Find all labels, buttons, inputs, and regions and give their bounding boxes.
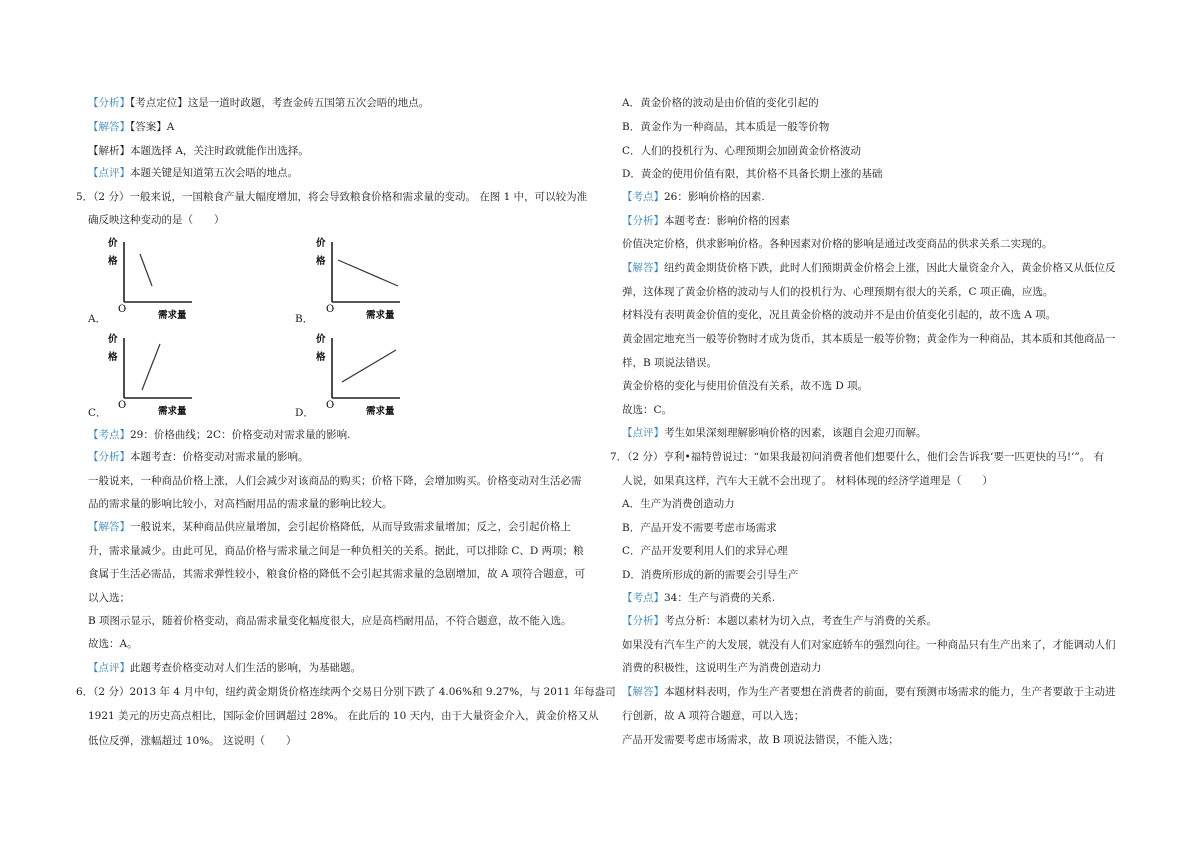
kaodian-tag: 【考点】: [88, 429, 130, 441]
comment-tag: 【点评】: [88, 662, 130, 674]
curve-line: [142, 344, 160, 390]
q6-solution-p3: 材料没有表明黄金价值的变化，况且黄金价格的波动并不是由价值变化引起的，故不选 A 项。: [622, 309, 1057, 321]
comment-tag: 【点评】: [88, 167, 130, 179]
figure-b: [312, 234, 412, 329]
y-label-bottom: 格: [108, 256, 118, 267]
q4-analysis-text: 这是一道时政题，考查金砖五国第五次会晤的地点。: [187, 97, 430, 109]
q6-kaodian-text: 26：影响价格的因素.: [664, 191, 765, 203]
q7-analysis-p1: 如果没有汽车生产的大发展，就没有人们对家庭轿车的强烈向往。一种商品只有生产出来了，才能调动人们: [622, 639, 1116, 651]
q4-explanation-line: 【解析】本题选择 A，关注时政就能作出选择。: [88, 145, 309, 157]
y-label-bottom: 格: [316, 256, 326, 267]
q6-solution-p2: 弹，这体现了黄金价格的波动与人们的投机行为、心理预期有很大的关系，C 项正确，应选。: [622, 286, 1054, 298]
q6-stem-line3: 低位反弹，涨幅超过 10%。 这说明（ ）: [88, 735, 297, 747]
solution-tag: 【解答】: [622, 262, 664, 274]
figure-a: [104, 234, 204, 329]
q6-solution-line: [622, 261, 1116, 275]
q5-solution-p4: 以入选；: [88, 592, 130, 604]
q6-option-c: C．人们的投机行为、心理预期会加剧黄金价格波动: [622, 145, 862, 157]
q5-solution-p2: 升，需求量减少。由此可见，商品价格与需求量之间是一种负相关的关系。据此，可以排除 C、D 两项；粮: [88, 545, 584, 557]
q6-solution-p4: 黄金固定地充当一般等价物时才成为货币，其本质是一般等价物；黄金作为一种商品，其本质和其他商品一: [622, 333, 1116, 345]
q5-kaodian-text: 29：价格曲线；2C：价格变动对需求量的影响.: [130, 429, 351, 441]
q6-solution-p5: 样，B 项说法错误。: [622, 357, 718, 369]
q5-analysis-line: [88, 450, 309, 464]
q6-answer: 故选：C。: [622, 404, 673, 416]
figure-c: [104, 330, 204, 425]
comment-tag: 【点评】: [622, 427, 664, 439]
q5-comment-text: 此题考查价格变动对人们生活的影响，为基础题。: [130, 662, 361, 674]
q4-comment-text: 本题关键是知道第五次会晤的地点。: [130, 167, 298, 179]
y-label-top: 价: [316, 334, 326, 345]
analysis-tag: 【分析】: [622, 615, 664, 627]
q5-stem-line1: 5．（2 分）一般来说，一国粮食产量大幅度增加，将会导致粮食价格和需求量的变动。 在图 1 中，可以较为准: [76, 191, 588, 203]
q7-solution-text: 本题材料表明，作为生产者要想在消费者的前面，要有预测市场需求的能力，生产者要敢于主动进: [664, 686, 1116, 698]
q7-solution-p3: 产品开发需要考虑市场需求，故 B 项说法错误，不能入选；: [622, 734, 899, 746]
y-label-top: 价: [108, 334, 118, 345]
option-b-label: B．: [295, 313, 314, 325]
q4-answer-text: 【答案】A: [130, 121, 175, 133]
x-label: 需求量: [158, 310, 187, 321]
q7-option-d: D．消费所形成的新的需要会引导生产: [622, 569, 799, 581]
analysis-tag: 【分析】: [88, 451, 130, 463]
q6-comment-text: 考生如果深刻理解影响价格的因素，该题自会迎刃而解。: [664, 427, 927, 439]
q7-option-c: C．产品开发要利用人们的求异心理: [622, 545, 788, 557]
q7-kaodian-line: [622, 591, 775, 605]
q6-analysis-line: [622, 214, 790, 228]
figure-d: [312, 330, 412, 425]
q4-answer-line: [88, 120, 174, 134]
q7-solution-p2: 行创新，故 A 项符合题意，可以入选；: [622, 710, 805, 722]
q5-analysis-text: 本题考查：价格变动对需求量的影响。: [130, 451, 309, 463]
y-label-top: 价: [108, 238, 118, 249]
q6-option-a: A．黄金价格的波动是由价值的变化引起的: [622, 97, 819, 109]
option-d-label: D．: [295, 407, 314, 419]
q5-analysis-p1: 一般说来，一种商品价格上涨，人们会减少对该商品的购买；价格下降，会增加购买。价格变动对生活必需: [88, 475, 582, 487]
q5-stem-line2: 确反映这种变动的是（ ）: [88, 214, 225, 226]
q7-analysis-text: 考点分析：本题以素材为切入点，考查生产与消费的关系。: [664, 615, 937, 627]
q6-stem-line2: 1921 美元的历史高点相比，国际金价回调超过 28%。 在此后的 10 天内，由于大量资金介入，黄金价格又从: [88, 710, 599, 722]
q7-analysis-p2: 消费的积极性，这说明生产为消费创造动力: [622, 662, 822, 674]
q6-solution-text: 纽约黄金期货价格下跌，此时人们预期黄金价格会上涨，因此大量资金介入，黄金价格又从低位反: [664, 262, 1116, 274]
q5-solution-p3: 食属于生活必需品，其需求弹性较小，粮食价格的降低不会引起其需求量的急剧增加，故 A 项符合题意，可: [88, 568, 586, 580]
q7-stem-line1: 7．（2 分）亨利•福特曾说过：“如果我最初问消费者他们想要什么，他们会告诉我‘要一匹更快的马!’”。 有: [610, 451, 1105, 463]
q6-comment-line: [622, 426, 927, 440]
y-label-bottom: 格: [316, 352, 326, 363]
x-label: 需求量: [366, 310, 395, 321]
q6-option-b: B．黄金作为一种商品，其本质是一般等价物: [622, 121, 830, 133]
curve-line: [140, 254, 152, 286]
q5-answer: 故选：A。: [88, 638, 138, 650]
curve-line: [338, 260, 398, 286]
q5-comment-line: [88, 661, 361, 675]
origin-label: O: [118, 304, 127, 315]
origin-label: O: [326, 400, 335, 411]
curve-line: [342, 350, 396, 382]
q5-analysis-p2: 品的需求量的影响比较小，对高档耐用品的需求量的影响比较大。: [88, 498, 393, 510]
q7-kaodian-text: 34：生产与消费的关系.: [664, 592, 776, 604]
q5-solution-text: 一般说来，某种商品供应量增加，会引起价格降低，从而导致需求量增加；反之，会引起价格上: [130, 521, 571, 533]
kaodian-tag: 【考点】: [622, 592, 664, 604]
q7-option-a: A．生产为消费创造动力: [622, 498, 735, 510]
analysis-tag: 【分析】: [622, 215, 664, 227]
q6-stem-line1: 6．（2 分）2013 年 4 月中旬，纽约黄金期货价格连续两个交易日分别下跌了 4.06%和 9.27%，与 2011 年每盎司: [76, 686, 616, 698]
q7-solution-line: [622, 685, 1116, 699]
solution-tag: 【解答】: [88, 121, 130, 133]
q6-solution-p6: 黄金价格的变化与使用价值没有关系，故不选 D 项。: [622, 380, 869, 392]
x-label: 需求量: [366, 406, 395, 417]
q6-analysis-text: 本题考查：影响价格的因素: [664, 215, 790, 227]
y-label-bottom: 格: [108, 352, 118, 363]
y-label-top: 价: [316, 238, 326, 249]
q7-option-b: B．产品开发不需要考虑市场需求: [622, 522, 777, 534]
origin-label: O: [326, 304, 335, 315]
origin-label: O: [118, 400, 127, 411]
analysis-tag: 【分析】: [88, 97, 130, 109]
option-a-label: A．: [88, 313, 107, 325]
kaodian-tag: 【考点】: [622, 191, 664, 203]
q7-stem-line2: 人说，如果真这样，汽车大王就不会出现了。 材料体现的经济学道理是（ ）: [622, 475, 993, 487]
q5-option-b-note: B 项图示显示，随着价格变动，商品需求量变化幅度很大，应是高档耐用品，不符合题意，故不能入选。: [88, 615, 572, 627]
q5-solution-line: [88, 520, 571, 534]
solution-tag: 【解答】: [88, 521, 130, 533]
q6-option-d: D．黄金的使用价值有限，其价格不具备长期上涨的基础: [622, 168, 883, 180]
option-c-label: C．: [88, 407, 107, 419]
q4-comment-line: [88, 166, 298, 180]
solution-tag: 【解答】: [622, 686, 664, 698]
q6-analysis-p1: 价值决定价格，供求影响价格。各种因素对价格的影响是通过改变商品的供求关系二实现的。: [622, 238, 1053, 250]
q6-kaodian-line: [622, 190, 765, 204]
q7-analysis-line: [622, 614, 937, 628]
q4-analysis-line: [88, 96, 429, 110]
kaodian-dingwei-tag: 【考点定位】: [130, 97, 188, 109]
q5-kaodian-line: [88, 428, 350, 442]
x-label: 需求量: [158, 406, 187, 417]
